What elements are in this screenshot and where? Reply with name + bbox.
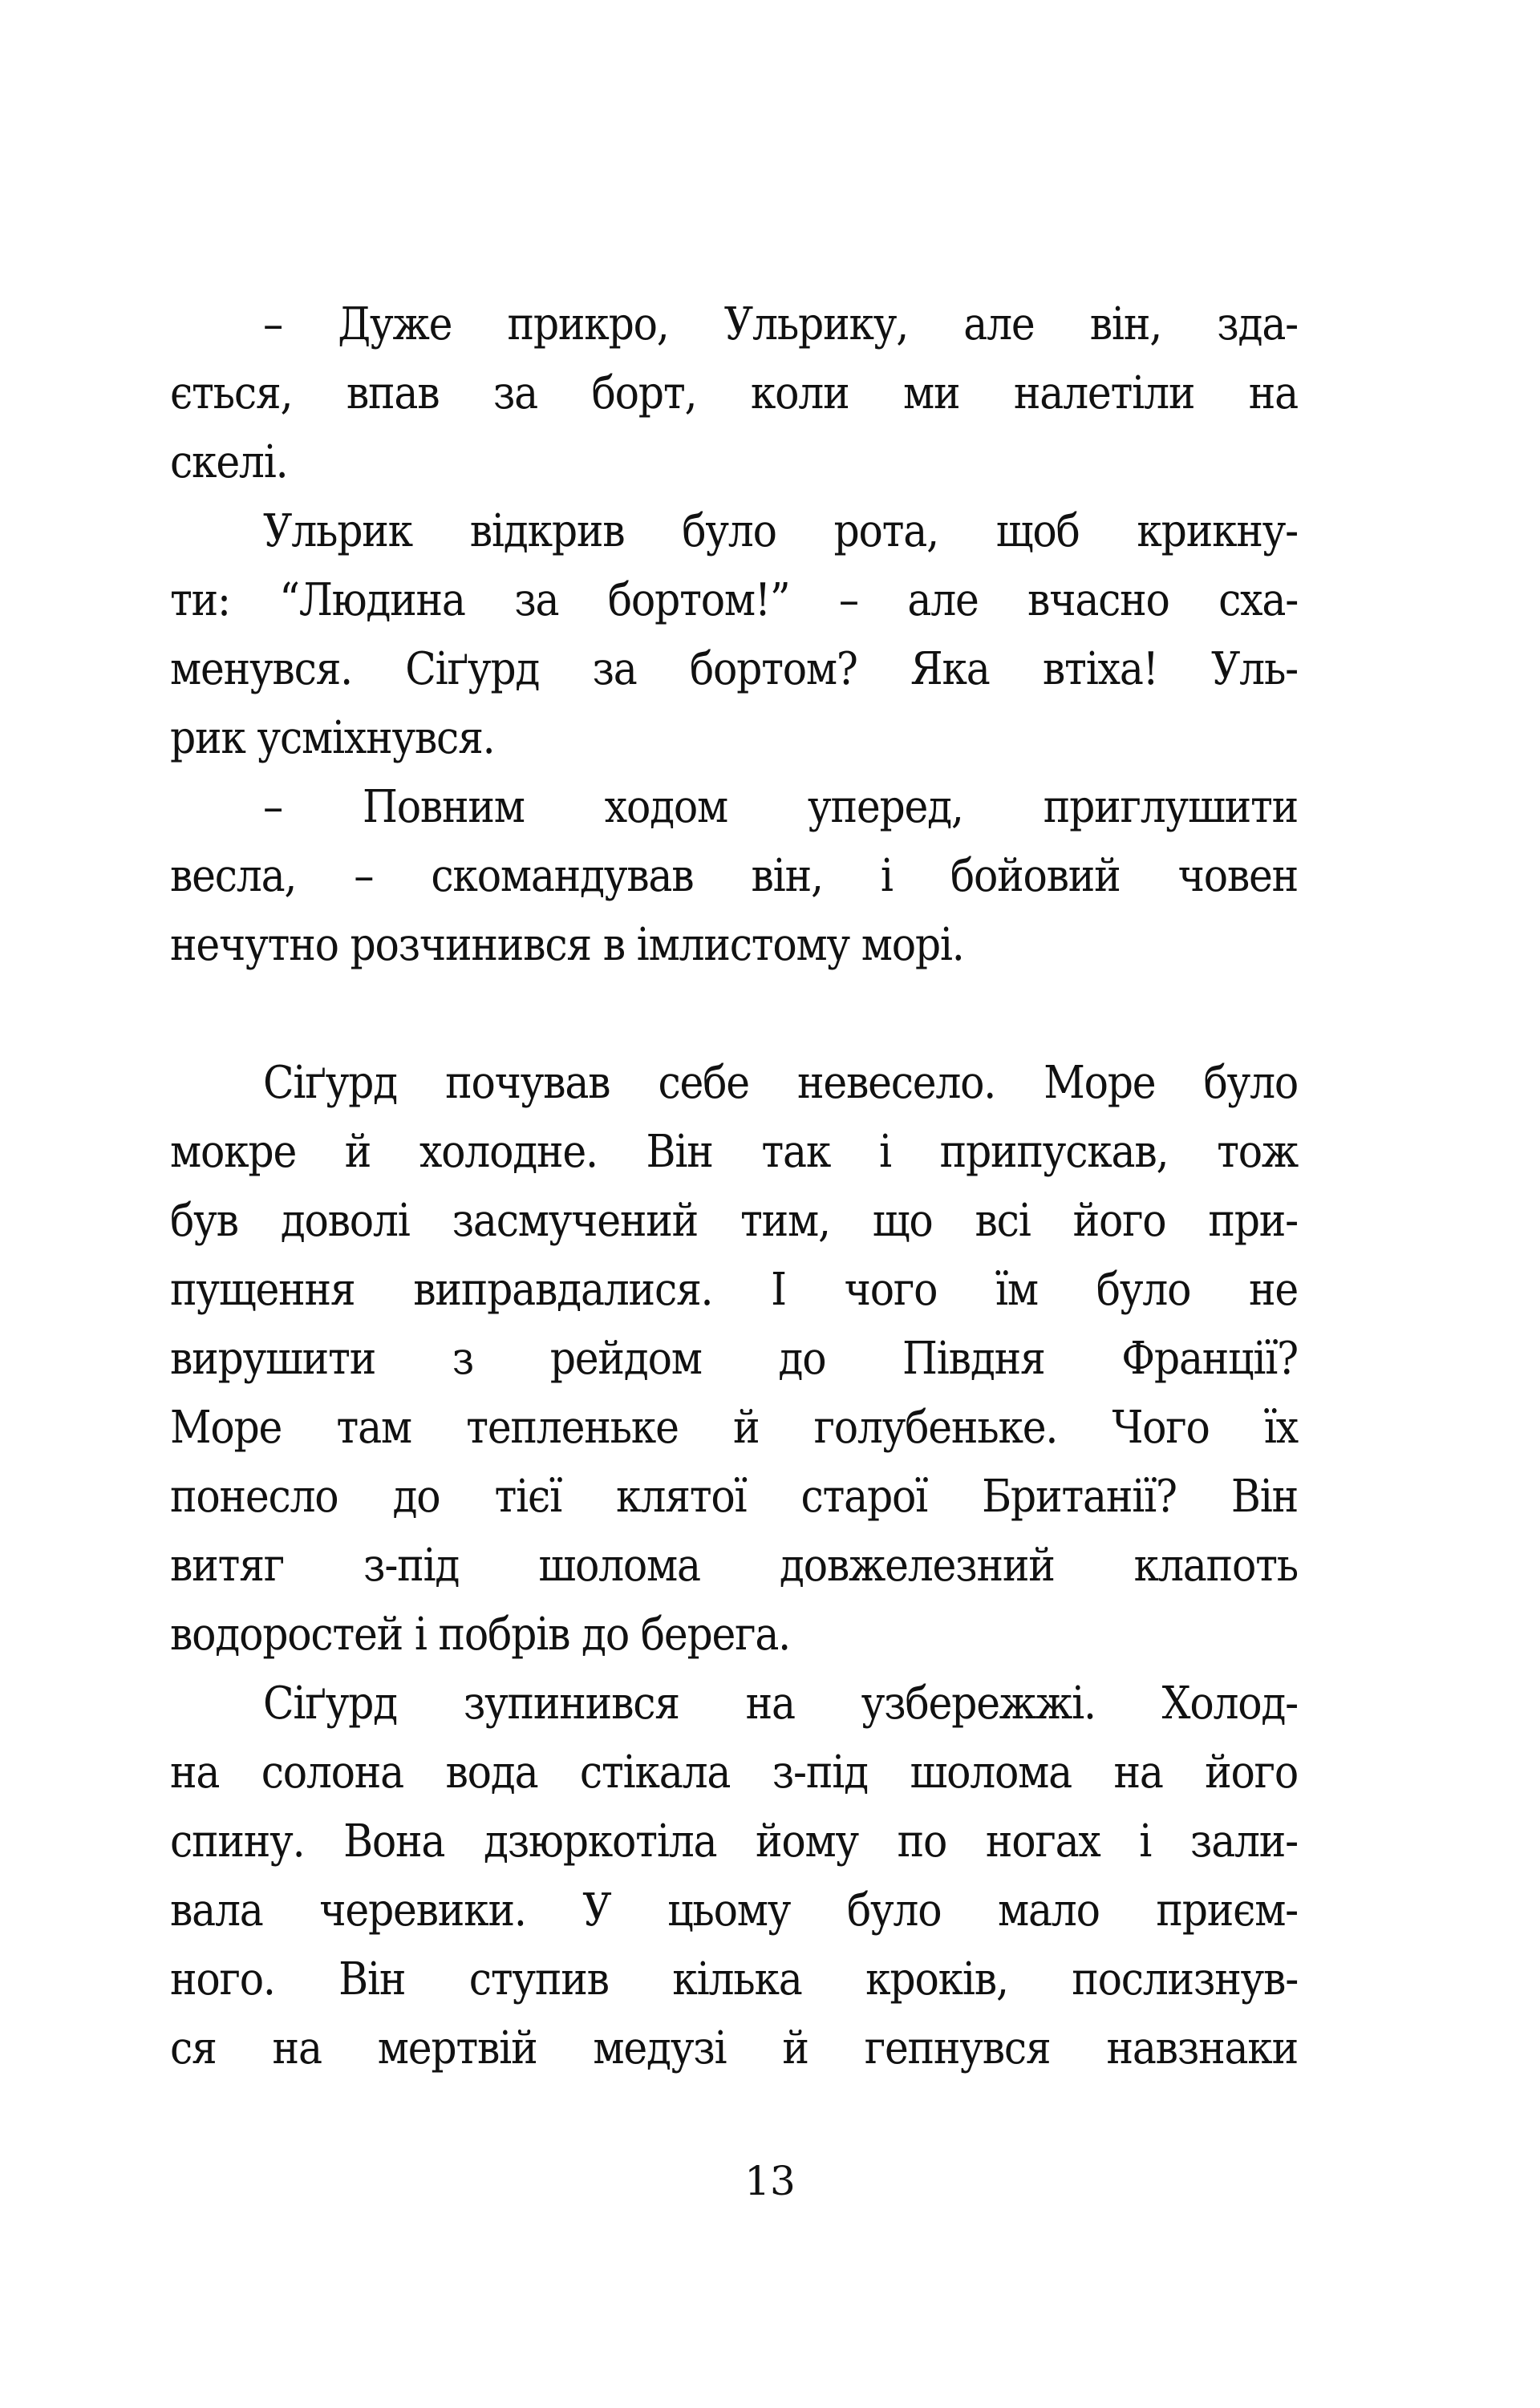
paragraph xyxy=(170,773,1298,980)
text-line: спину. Вона дзюркотіла йому по ногах і зали- xyxy=(170,1815,1298,1868)
paragraph xyxy=(170,1049,1298,1669)
text-line: витяг з-під шолома довжелезний клапоть xyxy=(170,1540,1298,1592)
book-page-body xyxy=(170,290,1298,2083)
text-line: мокре й холодне. Він так і припускав, тож xyxy=(170,1126,1298,1178)
text-line: нечутно розчинився в імлистому морі. xyxy=(170,919,964,971)
paragraph xyxy=(170,290,1298,497)
text-line: Сіґурд почував себе невесело. Море було xyxy=(263,1057,1298,1109)
text-line: вирушити з рейдом до Півдня Франції? xyxy=(170,1333,1298,1385)
page-number: 13 xyxy=(744,2158,796,2204)
paragraph xyxy=(170,1669,1298,2083)
text-line: понесло до тієї клятої старої Британії? Він xyxy=(170,1471,1298,1523)
text-line: рик усміхнувся. xyxy=(170,712,495,764)
paragraph xyxy=(170,497,1298,773)
text-line: ється, впав за борт, коли ми налетіли на xyxy=(170,367,1298,419)
section-break xyxy=(170,980,1298,1049)
text-line: ти: “Людина за бортом!” – але вчасно сха- xyxy=(170,574,1298,626)
text-line: – Дуже прикро, Ульрику, але він, зда- xyxy=(263,298,1298,350)
text-line: вала черевики. У цьому було мало приєм- xyxy=(170,1884,1298,1937)
text-line: Сіґурд зупинився на узбережжі. Холод- xyxy=(263,1678,1298,1730)
text-line: скелі. xyxy=(170,436,288,488)
text-line: водоростей і побрів до берега. xyxy=(170,1609,790,1661)
text-line: на солона вода стікала з-під шолома на його xyxy=(170,1746,1298,1799)
text-line: Ульрик відкрив було рота, щоб крикну- xyxy=(263,505,1298,557)
text-line: весла, – скомандував він, і бойовий човен xyxy=(170,850,1298,902)
text-line: – Повним ходом уперед, приглушити xyxy=(263,781,1298,833)
text-line: ся на мертвій медузі й гепнувся навзнаки xyxy=(170,2022,1298,2074)
text-line: Море там тепленьке й голубеньке. Чого їх xyxy=(170,1402,1298,1454)
text-line: ного. Він ступив кілька кроків, послизнув- xyxy=(170,1953,1298,2005)
text-line: пущення виправдалися. І чого їм було не xyxy=(170,1264,1298,1316)
text-line: був доволі засмучений тим, що всі його при- xyxy=(170,1195,1298,1247)
text-line: менувся. Сіґурд за бортом? Яка втіха! Уль- xyxy=(170,643,1298,695)
